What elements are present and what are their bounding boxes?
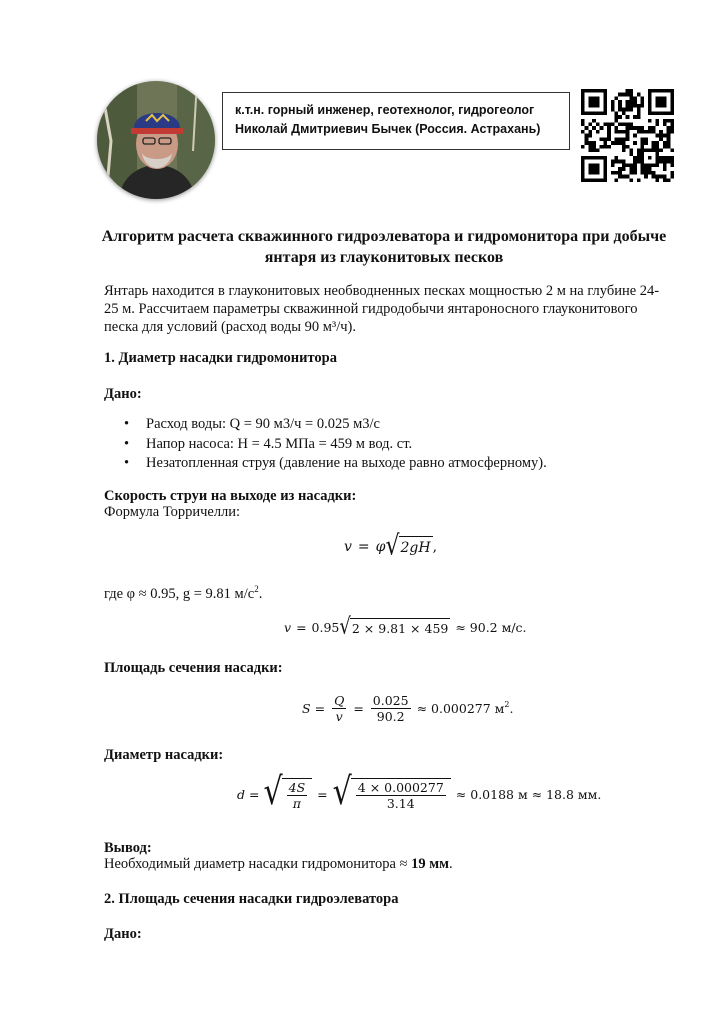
conclusion-text: Необходимый диаметр насадки гидромонитора ≈ 19 мм. bbox=[104, 856, 453, 872]
calc-d-lhs: d bbox=[237, 787, 246, 802]
qr-code bbox=[581, 89, 674, 182]
intro-paragraph: Янтарь находится в глауконитовых необводненных песках мощностью 2 м на глубине 24-25 м. Рассчитаем параметры скважинной гидродобычи янтароносного глауконитового песка для условий (расход воды 90 м³/ч). bbox=[104, 283, 660, 335]
author-name: Николай Дмитриевич Бычек (Россия. Астрахань) bbox=[235, 122, 541, 136]
calc-s-lhs: S bbox=[302, 701, 311, 716]
conclusion-label: Вывод: bbox=[104, 840, 152, 856]
formula-v-lhs: v bbox=[344, 539, 352, 555]
section-2-heading: 2. Площадь сечения насадки гидроэлеватора bbox=[104, 891, 399, 907]
calc-v-coef: 0.95 bbox=[311, 619, 340, 635]
formula-area-calc: S = $\frac{Q}{v}$ = $\frac{0.025}{90.2}$ ≈ 0.000277 м $^2$ . bbox=[302, 693, 514, 724]
given-label: Дано: bbox=[104, 386, 142, 402]
velocity-label: Скорость струи на выходе из насадки: bbox=[104, 488, 357, 504]
formula-v-radicand: 2gH bbox=[400, 540, 431, 556]
calc-v-result: ≈ 90.2 м/с. bbox=[455, 619, 527, 635]
calc-d-result: ≈ 0.0188 м ≈ 18.8 мм. bbox=[455, 787, 602, 802]
formula-velocity-calc: v = 0.95 √ 2 × 9.81 × 459 ≈ 90.2 м/с. bbox=[284, 613, 527, 640]
formula-diameter-calc: d = √ $\frac{4S}{\pi}$ = √ $\frac{4 \times 0.000277}{3.14}$ ≈ 0.0188 м ≈ 18.8 мм. bbox=[237, 770, 602, 814]
section-1-heading: 1. Диаметр насадки гидромонитора bbox=[104, 350, 337, 366]
where-line: где φ ≈ 0.95, g = 9.81 $м/с^2$. bbox=[104, 584, 263, 602]
given-item: • Незатопленная струя (давление на выходе равно атмосферному). bbox=[104, 454, 547, 474]
formula-torricelli: v = φ √ 2gH , bbox=[344, 530, 438, 562]
author-credentials: к.т.н. горный инженер, геотехнолог, гидрогеолог bbox=[235, 103, 535, 117]
section-2-given-label: Дано: bbox=[104, 926, 142, 942]
diameter-label: Диаметр насадки: bbox=[104, 747, 224, 763]
calc-s-result: ≈ 0.000277 м bbox=[416, 701, 505, 716]
calc-v-radicand: 2 × 9.81 × 459 bbox=[350, 618, 450, 636]
given-item: • Расход воды: Q = 90 м3/ч = 0.025 м3/с bbox=[104, 415, 547, 435]
given-item: • Напор насоса: H = 4.5 МПа = 459 м вод. ст. bbox=[104, 435, 547, 455]
document-title: Алгоритм расчета скважинного гидроэлеватора и гидромонитора при добыче янтаря из глауконитовых песков bbox=[101, 228, 667, 266]
torricelli-label: Формула Торричелли: bbox=[104, 504, 241, 520]
author-photo bbox=[97, 81, 215, 199]
formula-v-coef: φ bbox=[375, 539, 386, 555]
area-label: Площадь сечения насадки: bbox=[104, 660, 283, 676]
formula-v-tail: , bbox=[432, 539, 438, 555]
calc-v-lhs: v bbox=[284, 619, 292, 635]
conclusion-value: 19 мм bbox=[411, 856, 450, 872]
given-list bbox=[104, 415, 547, 474]
author-info-box bbox=[222, 92, 570, 150]
